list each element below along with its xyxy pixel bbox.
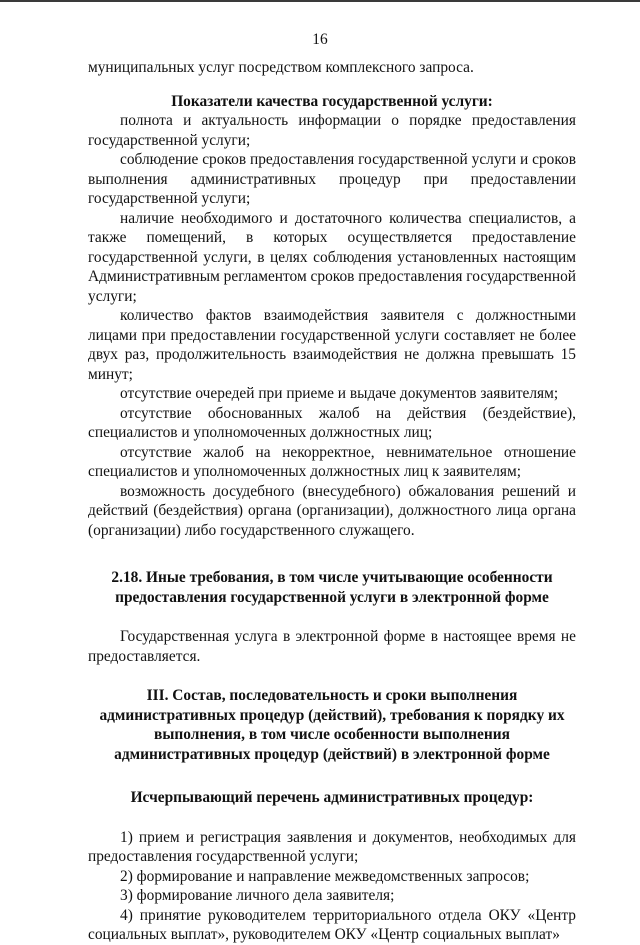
section-2-18-heading: 2.18. Иные требования, в том числе учитывающие особенности предоставления государственной услуги в электронной форме: [111, 569, 553, 606]
quality-item: отсутствие обоснованных жалоб на действия (бездействие), специалистов и уполномоченных должностных лиц;: [88, 404, 576, 441]
quality-item: наличие необходимого и достаточного количества специалистов, а также помещений, в которых осуществляется предоставление государственной услуги, в целях соблюдения установленных настоящим Административным регламентом сроков предоставления государственной услуги;: [88, 209, 576, 305]
procedure-item: 3) формирование личного дела заявителя;: [120, 887, 395, 904]
quality-item: возможность досудебного (внесудебного) обжалования решений и действий (бездействия) органа (организации), должностного лица органа (организации) либо государственного служащего.: [88, 482, 576, 539]
spacer: [88, 607, 576, 627]
document-page: [88, 58, 576, 945]
section-3-subheading: Исчерпывающий перечень административных процедур:: [130, 789, 534, 806]
quality-item: соблюдение сроков предоставления государственной услуги и сроков выполнения административных процедур при предоставлении государственной услуги;: [88, 151, 576, 207]
procedure-item: 1) прием и регистрация заявления и документов, необходимых для предоставления государственной услуги;: [88, 828, 576, 865]
spacer: [88, 78, 576, 92]
procedure-item: 4) принятие руководителем территориального отдела ОКУ «Центр социальных выплат», руководителем ОКУ «Центр социальных выплат»: [88, 906, 576, 943]
procedure-item: 2) формирование и направление межведомственных запросов;: [120, 867, 530, 885]
quality-item: отсутствие очередей при приеме и выдаче документов заявителям;: [120, 385, 559, 402]
continuation-paragraph: муниципальных услуг посредством комплексного запроса.: [88, 59, 474, 76]
quality-item: отсутствие жалоб на некорректное, невнимательное отношение специалистов и уполномоченных должностных лиц к заявителям;: [88, 443, 576, 480]
spacer: [88, 666, 576, 686]
spacer: [88, 764, 576, 788]
section-3-heading: III. Состав, последовательность и сроки выполнения административных процедур (действий), требования к порядку их выполнения, в том числе особенности выполнения административных процедур (действий) в электронной форме: [99, 687, 565, 763]
quality-heading: Показатели качества государственной услуги:: [171, 92, 493, 110]
top-rule: [0, 0, 640, 2]
quality-item: полнота и актуальность информации о порядке предоставления государственной услуги;: [88, 112, 576, 149]
spacer: [88, 540, 576, 568]
quality-item: количество фактов взаимодействия заявителя с должностными лицами при предоставлении государственной услуги составляет не более двух раз, продолжительность взаимодействия не должна превышать 15 минут;: [88, 307, 576, 383]
page-number: 16: [312, 31, 328, 48]
section-2-18-text: Государственная услуга в электронной форме в настоящее время не предоставляется.: [88, 628, 576, 665]
spacer: [88, 808, 576, 828]
